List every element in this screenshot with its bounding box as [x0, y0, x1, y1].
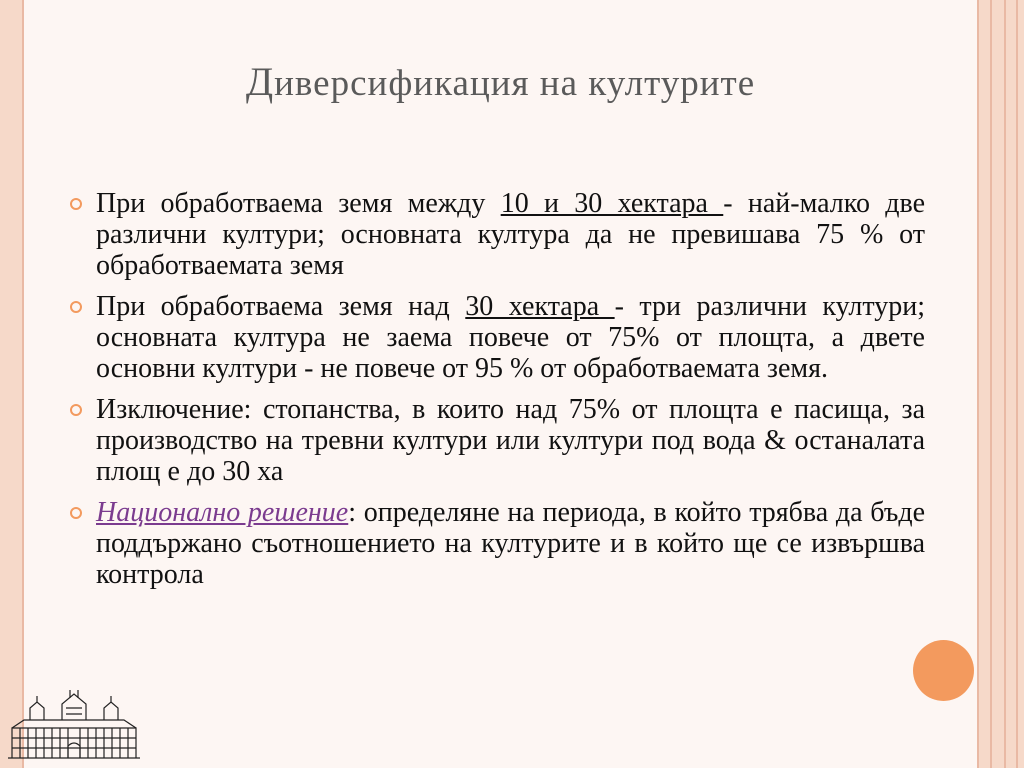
bullet-text: - най-малко две различни култури; основната култура да не превишава 75 % от обработваемата земя — [96, 188, 925, 281]
bullet-text: Изключение: стопанства, в които над 75% от площта е пасища, за производство на тревни култури или култури под вода & останалата площ е до 30 ха — [96, 394, 925, 487]
title-initial: Д — [245, 59, 275, 104]
bullet-text: При обработваема земя над — [96, 291, 466, 322]
bullet-underlined-text: 10 и 30 хектара — [500, 188, 724, 219]
title-rest: иверсификация на културите — [274, 63, 756, 104]
bullet-icon — [70, 301, 82, 313]
list-item — [70, 291, 925, 384]
bullet-text: - три различни култури; основната култура не заема повече от 75% от площта, а двете основни култури - не повече от 95 % от обработваемата земя. — [96, 291, 925, 384]
building-logo-icon — [4, 690, 144, 760]
slide-title — [64, 58, 937, 105]
list-item — [70, 394, 925, 487]
bullet-text: При обработваема земя между — [96, 188, 501, 219]
frame-stripe — [1004, 0, 1006, 768]
bullet-list — [70, 188, 925, 590]
bullet-underlined-text: 30 хектара — [465, 291, 615, 322]
decorative-circle — [913, 640, 974, 701]
national-decision-link[interactable]: Национално решение — [96, 497, 349, 528]
bullet-content — [70, 188, 925, 600]
bullet-text: : определяне на периода, в който трябва да бъде поддържано съотношението на културите и в който ще се извършва контрола — [96, 497, 926, 590]
frame-stripe — [990, 0, 992, 768]
bullet-icon — [70, 404, 82, 416]
list-item — [70, 188, 925, 281]
slide — [22, 0, 979, 768]
list-item — [70, 497, 925, 590]
bullet-icon — [70, 507, 82, 519]
frame-stripe — [1016, 0, 1018, 768]
bullet-icon — [70, 198, 82, 210]
